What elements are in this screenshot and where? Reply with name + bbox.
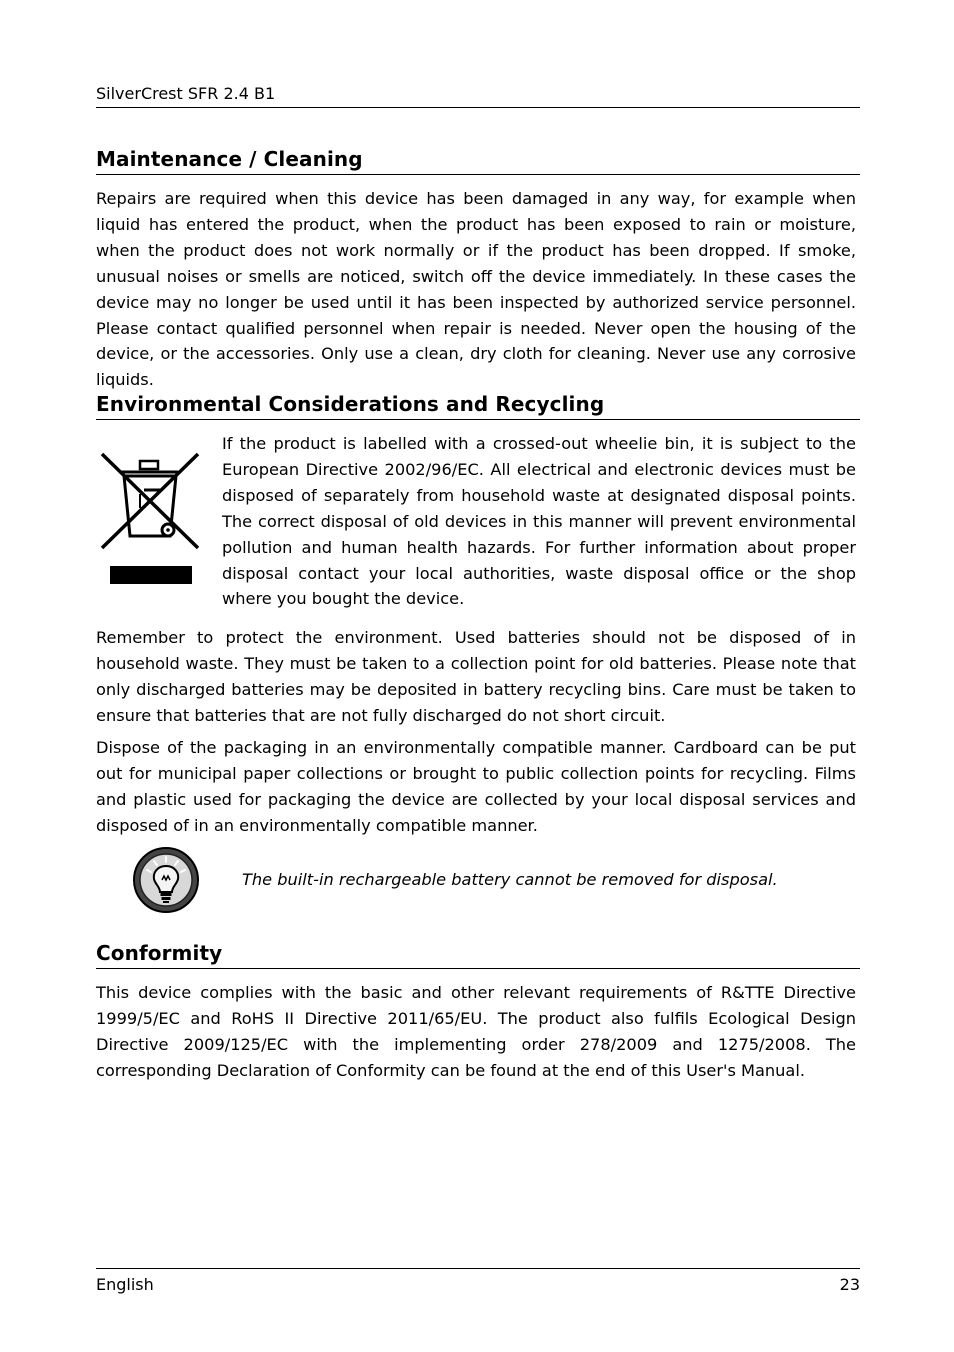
maintenance-body: Repairs are required when this device has been damaged in any way, for example when liquid has entered the product, when the product has been exposed to rain or moisture, when the product does not work normally or if the product has been dropped. If smoke, unusual noises or smells are noticed, switch off the device immediately. In these cases the device may no longer be used until it has been inspected by authorized service personnel. Please contact qualified personnel when repair is needed. Never open the housing of the device, or the accessories. Only use a clean, dry cloth for cleaning. Never use any corrosive liquids. <box>96 189 856 390</box>
packaging-paragraph: Dispose of the packaging in an environmentally compatible manner. Cardboard can be put out for municipal paper collections or brought to public collection points for recycling. Films and plastic used for packaging the device are collected by your local disposal services and disposed of in an environmentally compatible manner. <box>96 738 856 835</box>
page-number: 23 <box>839 1275 860 1294</box>
lightbulb-icon <box>132 846 200 918</box>
weee-paragraph: If the product is labelled with a crossed-out wheelie bin, it is subject to the European Directive 2002/96/EC. All electrical and electronic devices must be disposed of separately from household waste at designated disposal points. The correct disposal of old devices in this manner will prevent environmental pollution and human health hazards. For further information about proper disposal contact your local authorities, waste disposal office or the shop where you bought the device. <box>222 434 856 609</box>
header-title: SilverCrest SFR 2.4 B1 <box>96 84 276 103</box>
footer-language: English <box>96 1275 154 1294</box>
section-title-environment: Environmental Considerations and Recycling <box>96 391 860 420</box>
tip-note: The built-in rechargeable battery cannot be removed for disposal. <box>242 870 778 889</box>
section-title-maintenance: Maintenance / Cleaning <box>96 146 860 175</box>
section-title-conformity: Conformity <box>96 940 860 969</box>
crossed-out-wheelie-bin-icon <box>98 448 202 592</box>
batteries-paragraph: Remember to protect the environment. Used batteries should not be disposed of in household waste. They must be taken to a collection point for old batteries. Please note that only discharged batteries may be deposited in battery recycling bins. Care must be taken to ensure that batteries that are not fully discharged do not short circuit. <box>96 628 856 725</box>
conformity-body: This device complies with the basic and other relevant requirements of R&TTE Directive 1999/5/EC and RoHS II Directive 2011/65/EU. The product also fulfils Ecological Design Directive 2009/125/EC with the implementing order 278/2009 and 1275/2008. The corresponding Declaration of Conformity can be found at the end of this User's Manual. <box>96 983 856 1080</box>
page-header <box>96 84 860 108</box>
page-footer <box>96 1268 860 1296</box>
